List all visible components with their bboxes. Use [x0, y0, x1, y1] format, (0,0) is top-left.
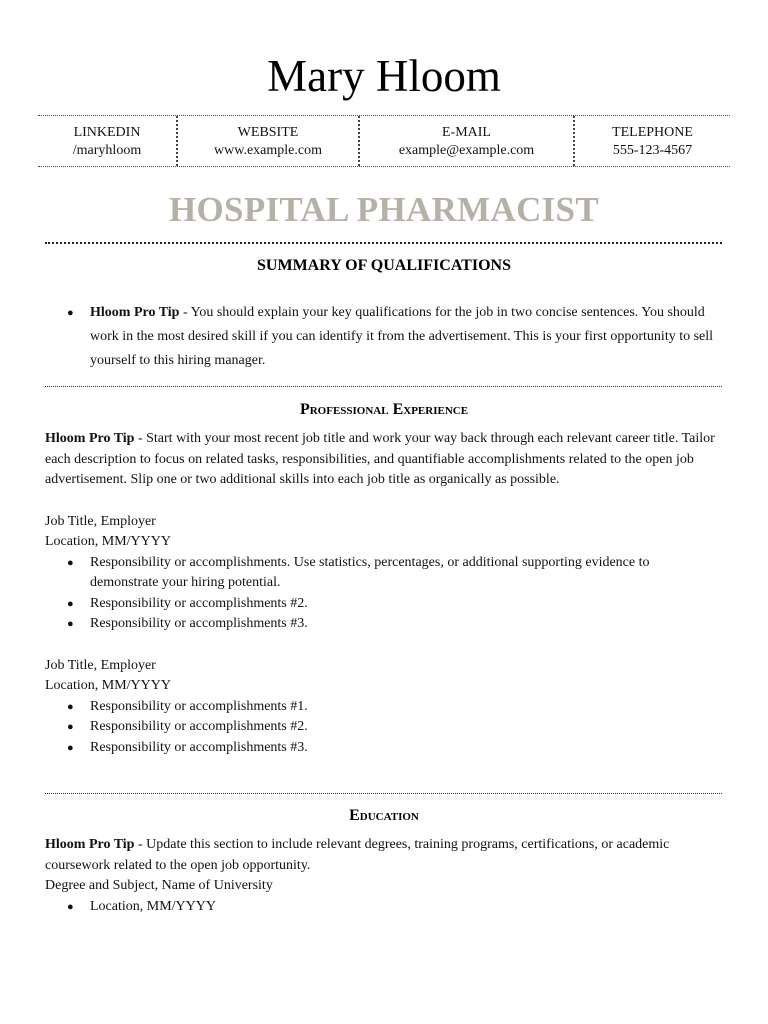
experience-heading: Professional Experience	[299, 401, 469, 418]
resume-name: Mary Hloom	[267, 51, 501, 101]
contact-label: TELEPHONE	[612, 125, 693, 140]
contact-bar	[38, 115, 730, 167]
contact-label: WEBSITE	[237, 125, 299, 140]
job-bullet: ● Responsibility or accomplishments #1.	[45, 697, 725, 718]
contact-email	[358, 116, 573, 166]
contact-website	[176, 116, 358, 166]
contact-value: example@example.com	[398, 143, 535, 158]
job-entry	[45, 656, 725, 759]
tip-text: - Start with your most recent job title and work your way back through each relevant career title. Tailor each description to focus on related tasks, responsibilities, and quantifiable accomplishments related to the open job advertisement. Slip one or two additional skills into each job title as organically as possible.	[45, 431, 715, 487]
degree-line: Degree and Subject, Name of University	[45, 878, 273, 893]
contact-value: 555-123-4567	[612, 143, 693, 158]
education-heading: Education	[349, 807, 419, 824]
job-bullet: ● Responsibility or accomplishments #3.	[45, 738, 725, 759]
job-bullet: ● Responsibility or accomplishments #2.	[45, 594, 725, 615]
divider	[45, 242, 722, 244]
job-bullet: ● Responsibility or accomplishments. Use statistics, percentages, or additional supporting evidence to demonstrate your hiring potential.	[45, 553, 725, 594]
job-location-date: Location, MM/YYYY	[45, 678, 171, 693]
tip-label: Hloom Pro Tip	[45, 837, 135, 852]
summary-heading: SUMMARY OF QUALIFICATIONS	[257, 257, 511, 274]
tip-text: - Update this section to include relevant degrees, training programs, certifications, or academic coursework related to the open job opportunity.	[45, 837, 670, 873]
contact-value: www.example.com	[214, 143, 322, 158]
job-title-employer: Job Title, Employer	[45, 513, 156, 529]
job-title: HOSPITAL PHARMACIST	[169, 190, 599, 229]
contact-linkedin	[38, 116, 176, 166]
summary-block	[45, 301, 725, 373]
experience-tip	[45, 429, 725, 491]
contact-value: /maryhloom	[72, 143, 142, 158]
contact-label: E-MAIL	[442, 125, 491, 140]
education-block	[45, 835, 725, 917]
tip-label: Hloom Pro Tip	[45, 431, 135, 446]
contact-label: LINKEDIN	[73, 125, 141, 140]
divider	[45, 793, 722, 794]
experience-block	[45, 429, 725, 758]
tip-text: - You should explain your key qualifications for the job in two concise sentences. You should work in the most desired skill if you can identify it from the advertisement. This is your first opportunity to sell yourself to this hiring manager.	[90, 305, 714, 368]
tip-label: Hloom Pro Tip	[90, 305, 180, 320]
job-bullets	[45, 697, 725, 759]
job-bullets	[45, 553, 725, 635]
job-location-date: Location, MM/YYYY	[45, 534, 171, 549]
job-entry	[45, 512, 725, 635]
education-tip	[45, 835, 725, 876]
job-bullet: ● Responsibility or accomplishments #2.	[45, 717, 725, 738]
education-bullets	[45, 897, 725, 918]
job-title-employer: Job Title, Employer	[45, 657, 156, 673]
summary-list	[45, 301, 725, 373]
contact-telephone	[573, 116, 730, 166]
job-bullet: ● Responsibility or accomplishments #3.	[45, 614, 725, 635]
summary-tip	[45, 301, 725, 373]
divider	[45, 386, 722, 387]
education-bullet: ● Location, MM/YYYY	[45, 897, 725, 918]
